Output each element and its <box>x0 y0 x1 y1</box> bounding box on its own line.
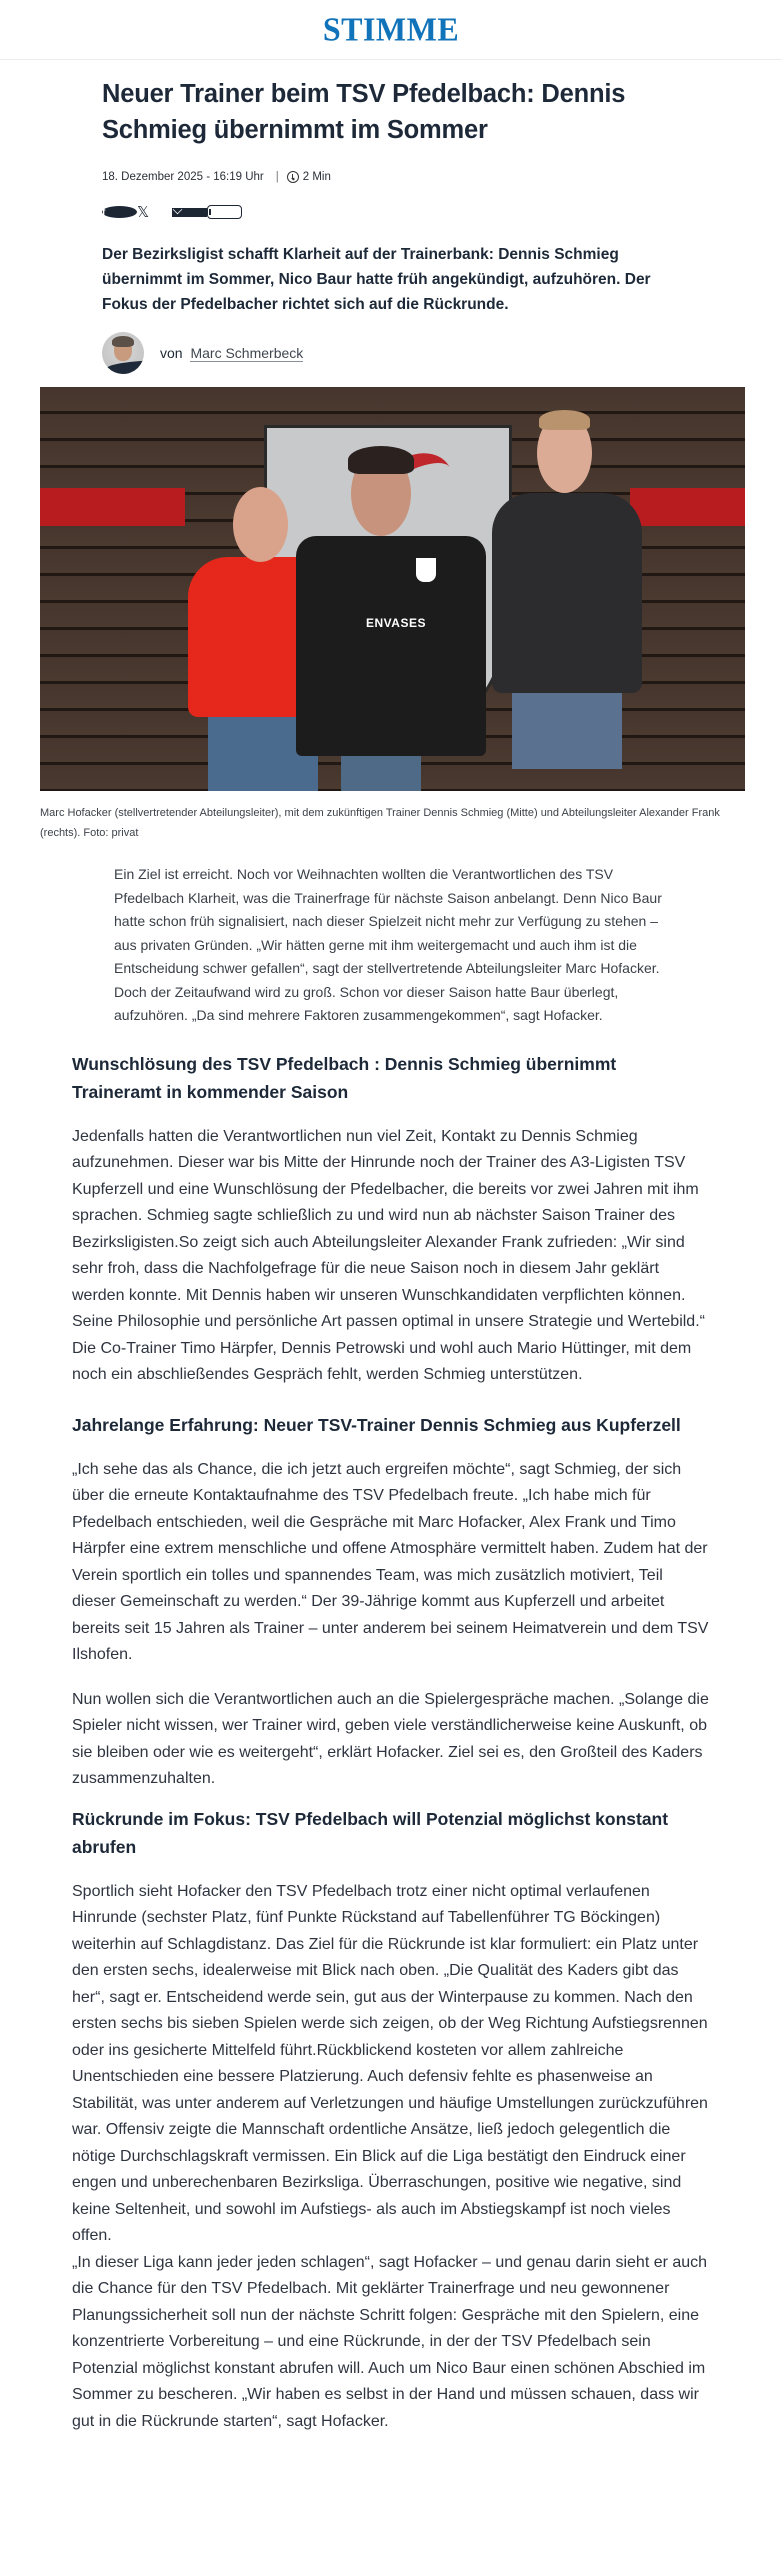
share-mail-button[interactable] <box>172 208 207 217</box>
article-meta <box>102 168 680 186</box>
section-heading: Jahrelange Erfahrung: Neuer TSV-Trainer Dennis Schmieg aus Kupferzell <box>72 1414 681 1435</box>
paragraph: Jedenfalls hatten die Verantwortlichen nun viel Zeit, Kontakt zu Dennis Schmieg aufzunehmen. Dieser war bis Mitte der Hinrunde noch der Trainer des A3-Ligisten TSV Kupferzell und eine Wunschlösung der Pfedelbacher, die bereits vor zwei Jahren mit ihm sprachen. Schmieg sagte schließlich zu und wird nun ab nächster Saison Trainer des Bezirksligisten.So zeigt sich auch Abteilungsleiter Alexander Frank zufrieden: „Wir sind sehr froh, dass die Nachfolgefrage für die neue Saison noch in diesem Jahr geklärt werden konnte. Mit Dennis haben wir unseren Wunschkandidaten verpflichten können. Seine Philosophie und persönliche Art passen optimal in unsere Strategie und Wertebild.“ Die Co-Trainer Timo Härpfer, Dennis Petrowski und wohl auch Mario Hüttinger, mit dem noch ein abschließendes Gespräch fehlt, werden Schmieg unterstützen. <box>72 1127 705 1383</box>
link-icon <box>207 205 242 219</box>
person-right <box>492 413 642 791</box>
copy-link-button[interactable] <box>207 205 242 219</box>
section-1 <box>72 1050 710 1389</box>
share-bar <box>102 204 680 220</box>
mail-icon <box>172 208 207 217</box>
photo-caption: Marc Hofacker (stellvertretender Abteilungsleiter), mit dem zukünftigen Trainer Dennis Schmieg (Mitte) und Abteilungsleiter Alexander Frank (rechts). Foto: privat <box>40 807 720 839</box>
article-intro: Ein Ziel ist erreicht. Noch vor Weihnachten wollten die Verantwortlichen des TSV Pfedelbach Klarheit, was die Trainerfrage für nächste Saison anbelangt. Denn Nico Baur hatte schon früh signalisiert, nach dieser Spielzeit nicht mehr zur Verfügung zu stehen – aus privaten Gründen. „Wir hätten gerne mit ihm weitergemacht und auch ihm ist die Entscheidung schwer gefallen“, sagt der stellvertretende Abteilungsleiter Marc Hofacker. Doch der Zeitaufwand wird zu groß. Schon vor dieser Saison hatte Baur überlegt, aufzuhören. „Da sind mehrere Faktoren zusammengekommen“, sagt Hofacker. <box>114 866 662 1023</box>
section-heading: Rückrunde im Fokus: TSV Pfedelbach will Potenzial möglichst konstant abrufen <box>72 1808 669 1857</box>
article-photo[interactable] <box>40 387 745 791</box>
wall-stripe-right <box>630 488 745 526</box>
read-time: 2 Min <box>302 171 331 183</box>
article-lead: Der Bezirksligist schafft Klarheit auf der Trainerbank: Dennis Schmieg übernimmt im Sommer, Nico Baur hatte früh angekündigt, aufzuhören. Der Fokus der Pfedelbacher richtet sich auf die Rückrunde. <box>102 246 651 313</box>
publish-date: 18. Dezember 2025 - 16:19 Uhr <box>102 171 264 183</box>
author-link[interactable]: Marc Schmerbeck <box>190 345 304 361</box>
paragraph: Sportlich sieht Hofacker den TSV Pfedelbach trotz einer nicht optimal verlaufenen Hinrunde (sechster Platz, fünf Punkte Rückstand auf Tabellenführer TG Böckingen) weiterhin auf Schlagdistanz. Das Ziel für die Rückrunde ist klar formuliert: ein Platz unter den ersten sechs, idealerweise mit Blick nach oben. „Die Qualität des Kaders gibt das her“, sagt er. Entscheidend werde sein, gut aus der Winterpause zu kommen. Nach den ersten sechs bis sieben Spielen werde sich zeigen, ob der Weg Richtung Aufstiegsrennen oder ins gesicherte Mittelfeld führt.Rückblickend kosteten vor allem zahlreiche Unentschieden eine bessere Platzierung. Auch defensiv fehlte es phasenweise an Stabilität, was unter anderem auf Verletzungen und häufige Umstellungen zurückzuführen war. Offensiv zeigte die Mannschaft ordentliche Ansätze, ließ jedoch gelegentlich die nötige Durchschlagskraft vermissen. Ein Blick auf die Liga bestätigt den Eindruck einer engen und unberechenbaren Bezirksliga. Überraschungen, positive wie negative, sind keine Seltenheit, und sowohl im Aufstiegs- als auch im Abstiegskampf ist noch vieles offen. <box>72 1882 708 2244</box>
facebook-icon: f <box>102 206 137 218</box>
author-avatar[interactable] <box>102 332 144 374</box>
share-x-button[interactable] <box>137 203 172 221</box>
article-header <box>0 76 782 375</box>
paragraph: „In dieser Liga kann jeder jeden schlagen“, sagt Hofacker – und genau darin sieht er auch die Chance für den TSV Pfedelbach. Mit geklärter Trainerfrage und neu gewonnener Planungssicherheit soll nun der nächste Schritt folgen: Gespräche mit den Spielern, eine konzentrierte Vorbereitung – und eine Rückrunde, in der der TSV Pfedelbach sein Potenzial möglichst konstant abrufen will. Auch um Nico Baur einen schönen Abschied im Sommer zu bescheren. „Wir haben es selbst in der Hand und müssen schauen, dass wir gut in die Rückrunde starten“, sagt Hofacker. <box>72 2253 708 2430</box>
paragraph: Nun wollen sich die Verantwortlichen auch an die Spielergespräche machen. „Solange die Spieler nicht wissen, wer Trainer wird, geben viele verständlicherweise keine Auskunft, ob sie bleiben oder wie es weitergeht“, erklärt Hofacker. Ziel sei es, den Großteil des Kaders zusammenzuhalten. <box>72 1690 709 1787</box>
article-body <box>0 1050 782 2436</box>
article-figure <box>40 387 742 843</box>
jersey <box>296 536 486 756</box>
author-prefix <box>160 345 303 361</box>
person-center <box>296 451 486 791</box>
share-facebook-button[interactable] <box>102 206 137 218</box>
x-icon: 𝕏 <box>137 203 150 221</box>
author-byline <box>102 331 680 375</box>
article-title: Neuer Trainer beim TSV Pfedelbach: Dennis Schmieg übernimmt im Sommer <box>102 80 626 144</box>
jersey-sponsor: ENVASES <box>366 616 426 630</box>
section-heading: Wunschlösung des TSV Pfedelbach : Dennis Schmieg übernimmt Traineramt in kommender Saison <box>72 1053 617 1102</box>
paragraph: „Ich sehe das als Chance, die ich jetzt auch ergreifen möchte“, sagt Schmieg, der sich über die erneute Kontaktaufnahme des TSV Pfedelbach freute. „Ich habe mich für Pfedelbach entschieden, weil die Gespräche mit Marc Hofacker, Alex Frank und Timo Härpfer eine extrem menschliche und offene Atmosphäre vermittelt haben. Zudem hat der Verein sportlich ein tolles und spannendes Team, was mich zusätzlich motiviert, Teil dieser Gemeinschaft zu werden.“ Der 39-Jährige kommt aus Kupferzell und arbeitet bereits seit 15 Jahren als Trainer – unter anderem bei seinem Heimatverein und dem TSV Ilshofen. <box>72 1460 709 1663</box>
clock-icon <box>287 171 299 183</box>
section-3 <box>72 1805 710 2436</box>
author-prefix-text: von <box>160 345 183 361</box>
site-header <box>0 0 782 60</box>
section-2 <box>72 1411 710 1793</box>
wall-stripe-left <box>40 488 185 526</box>
meta-separator: | <box>275 171 279 183</box>
site-logo[interactable]: STIMME <box>322 10 460 48</box>
